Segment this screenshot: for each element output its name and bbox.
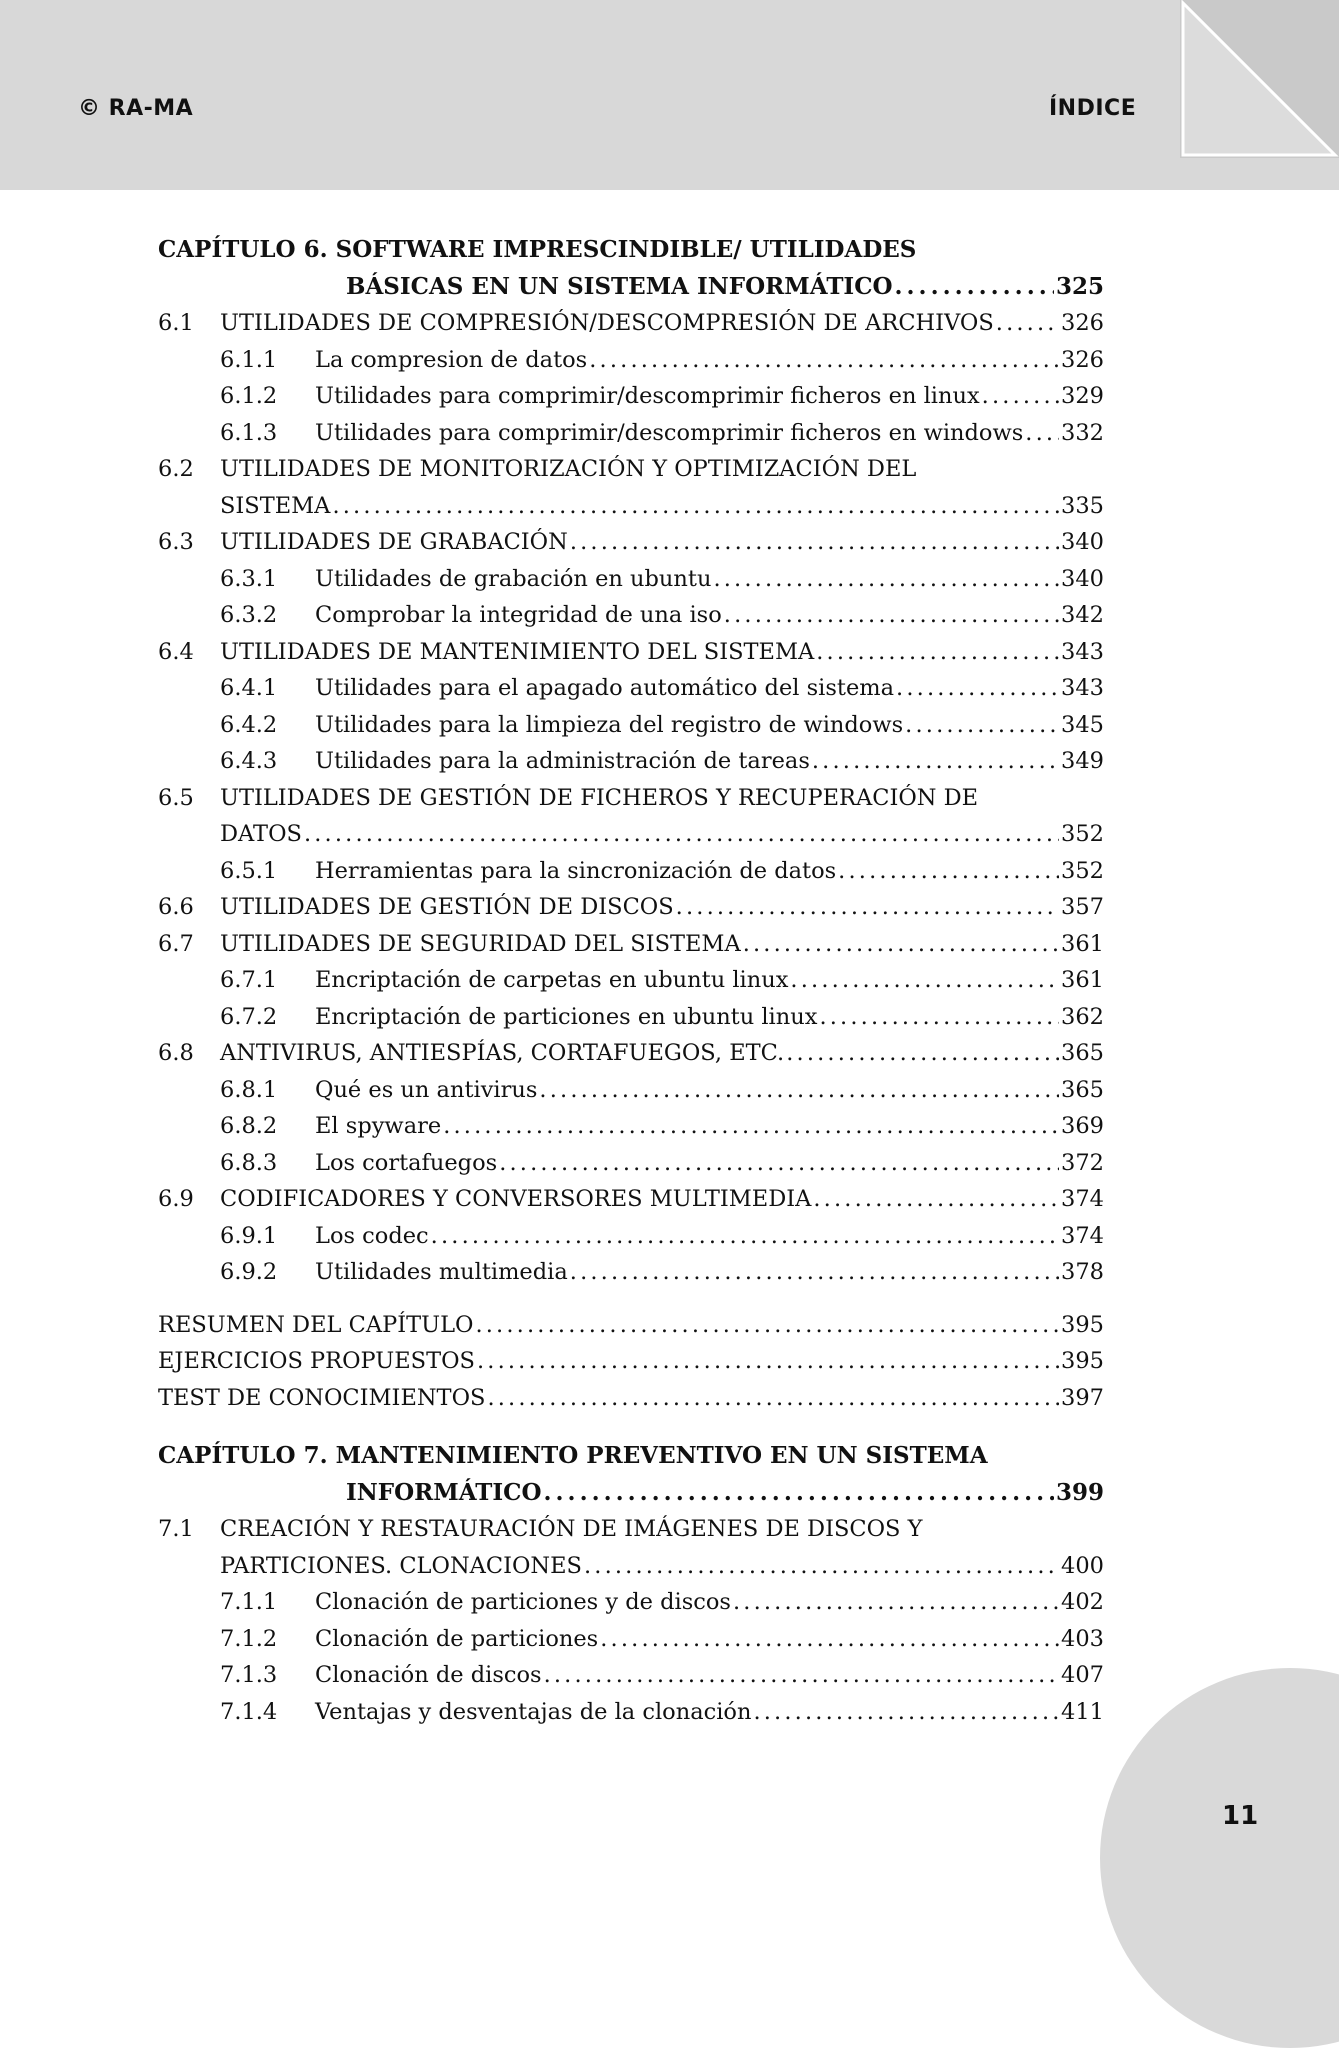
toc-entry[interactable] (158, 451, 1104, 488)
page-number-circle (1100, 1668, 1339, 2048)
header-band (0, 0, 1339, 190)
dot-leader (743, 926, 1059, 963)
toc-entry[interactable] (158, 1181, 1104, 1218)
entry-title: Clonación de particiones (315, 1625, 599, 1652)
entry-number: 6.3 (158, 529, 194, 555)
entry-title: Utilidades para la administración de tareas (315, 748, 810, 774)
page-ref: 345 (1061, 711, 1104, 738)
page-ref: 361 (1061, 967, 1104, 993)
toc-entry[interactable] (158, 926, 1104, 963)
entry-number: 6.4.1 (220, 675, 278, 701)
dot-leader (487, 1380, 1059, 1417)
entry-title: UTILIDADES DE GESTIÓN DE FICHEROS Y RECUPERACIÓN DE (220, 784, 979, 811)
entry-number: 6.3.1 (220, 565, 278, 592)
page-ref: 400 (1061, 1552, 1104, 1579)
dot-leader (733, 1584, 1059, 1621)
chapter-heading[interactable] (158, 1438, 1104, 1475)
dot-leader (477, 1343, 1059, 1380)
entry-number: 6.4.2 (220, 711, 278, 738)
toc-entry[interactable] (158, 707, 1104, 744)
toc-entry[interactable] (158, 1694, 1104, 1731)
page-ref: 329 (1061, 383, 1104, 409)
dot-leader (790, 962, 1059, 999)
page-ref: 395 (1061, 1348, 1104, 1374)
toc-entry[interactable] (158, 1511, 1104, 1548)
toc-entry[interactable] (158, 889, 1104, 926)
toc-entry[interactable] (158, 1218, 1104, 1255)
toc-entry[interactable] (158, 999, 1104, 1036)
dot-leader (544, 1657, 1059, 1694)
toc-entry[interactable] (158, 1254, 1104, 1291)
dot-leader (812, 743, 1059, 780)
dot-leader (499, 1145, 1059, 1182)
entry-title: Clonación de particiones y de discos (315, 1589, 731, 1615)
page-number: 11 (1222, 1801, 1259, 1831)
dot-leader (570, 524, 1059, 561)
dot-leader (1025, 415, 1059, 452)
dot-leader (753, 1694, 1059, 1731)
toc-entry[interactable] (158, 962, 1104, 999)
entry-number: 6.5.1 (220, 857, 278, 884)
entry-number: 6.9.2 (220, 1259, 278, 1285)
page-ref: 352 (1061, 857, 1104, 884)
page-ref: 335 (1061, 492, 1104, 519)
toc-entry[interactable] (158, 561, 1104, 598)
entry-title: UTILIDADES DE MANTENIMIENTO DEL SISTEMA (220, 638, 815, 665)
page-ref: 326 (1061, 310, 1104, 336)
entry-number: 6.8.2 (220, 1113, 278, 1139)
toc-entry-cont[interactable] (158, 488, 1104, 525)
dot-leader (570, 1254, 1059, 1291)
entry-number: 7.1.3 (220, 1662, 278, 1688)
page-ref: 402 (1061, 1589, 1104, 1615)
table-of-contents (158, 232, 1104, 1730)
entry-number: 6.5 (158, 784, 194, 811)
entry-title: UTILIDADES DE SEGURIDAD DEL SISTEMA (220, 930, 741, 957)
toc-entry[interactable] (158, 378, 1104, 415)
entry-number: 7.1.4 (220, 1698, 278, 1725)
entry-title: Utilidades multimedia (315, 1259, 568, 1285)
dot-leader (332, 488, 1059, 525)
page-corner-fold (1180, 0, 1339, 158)
page-ref: 378 (1061, 1259, 1104, 1285)
page-ref: 357 (1061, 894, 1104, 920)
toc-summary-entry[interactable] (158, 1343, 1104, 1380)
dot-leader (431, 1218, 1059, 1255)
entry-number: 6.3.2 (220, 602, 278, 628)
entry-number: 6.8.3 (220, 1149, 278, 1176)
entry-number: 6.8.1 (220, 1076, 278, 1103)
dot-leader (816, 634, 1059, 671)
toc-entry[interactable] (158, 1657, 1104, 1694)
toc-entry[interactable] (158, 1145, 1104, 1182)
dot-leader (584, 1548, 1059, 1585)
entry-title: EJERCICIOS PROPUESTOS (158, 1348, 475, 1374)
toc-entry[interactable] (158, 1621, 1104, 1658)
dot-leader (724, 597, 1059, 634)
toc-entry[interactable] (158, 305, 1104, 342)
entry-number: 6.9.1 (220, 1222, 278, 1249)
entry-number: 6.7 (158, 930, 194, 957)
page-ref: 340 (1061, 529, 1104, 555)
dot-leader (304, 816, 1059, 853)
entry-title: La compresion de datos (315, 346, 588, 373)
entry-number: 6.2 (158, 456, 194, 482)
page-ref: 332 (1061, 419, 1104, 446)
entry-number: 6.1.2 (220, 383, 278, 409)
toc-entry[interactable] (158, 780, 1104, 817)
entry-title: CODIFICADORES Y CONVERSORES MULTIMEDIA (220, 1186, 812, 1212)
toc-entry[interactable] (158, 342, 1104, 379)
toc-entry[interactable] (158, 1584, 1104, 1621)
page-ref: 362 (1061, 1003, 1104, 1030)
entry-title: Herramientas para la sincronización de datos (315, 857, 837, 884)
toc-summary-entry[interactable] (158, 1307, 1104, 1344)
dot-leader (819, 999, 1059, 1036)
entry-number: 6.7.1 (220, 967, 278, 993)
publisher-label: © RA-MA (78, 96, 194, 121)
entry-number: 6.9 (158, 1186, 194, 1212)
page-ref: 361 (1061, 930, 1104, 957)
entry-title: UTILIDADES DE MONITORIZACIÓN Y OPTIMIZACIÓN DEL (220, 456, 917, 482)
page-ref: 372 (1061, 1149, 1104, 1176)
dot-leader (443, 1108, 1059, 1145)
entry-title-cont: SISTEMA (220, 492, 331, 519)
toc-entry[interactable] (158, 415, 1104, 452)
page-ref: 397 (1061, 1384, 1104, 1411)
entry-number: 6.4 (158, 638, 194, 665)
entry-title: Utilidades para comprimir/descomprimir ficheros en windows (315, 419, 1024, 446)
entry-title: UTILIDADES DE COMPRESIÓN/DESCOMPRESIÓN DE ARCHIVOS (220, 310, 994, 336)
entry-number: 6.4.3 (220, 748, 278, 774)
toc-entry-cont[interactable] (158, 816, 1104, 853)
entry-title: UTILIDADES DE GRABACIÓN (220, 529, 568, 555)
section-title: ÍNDICE (1049, 96, 1137, 121)
entry-title: Los codec (315, 1222, 429, 1249)
entry-title: CREACIÓN Y RESTAURACIÓN DE IMÁGENES DE DISCOS Y (220, 1516, 923, 1542)
chapter-heading[interactable] (158, 232, 1104, 269)
chapter-title-line2: BÁSICAS EN UN SISTEMA INFORMÁTICO (346, 272, 893, 300)
entry-title: Clonación de discos (315, 1662, 542, 1688)
chapter-title-line1: CAPÍTULO 7. MANTENIMIENTO PREVENTIVO EN UN SISTEMA (158, 1442, 988, 1469)
toc-entry-cont[interactable] (158, 1548, 1104, 1585)
page-ref: 343 (1061, 675, 1104, 701)
page-ref: 365 (1061, 1040, 1104, 1066)
toc-entry[interactable] (158, 743, 1104, 780)
page-ref: 342 (1061, 602, 1104, 628)
page-ref: 411 (1061, 1698, 1104, 1725)
dot-leader (544, 1475, 1054, 1512)
entry-title: Comprobar la integridad de una iso (315, 602, 722, 628)
dot-leader (813, 1181, 1059, 1218)
dot-leader (475, 1307, 1059, 1344)
page-ref: 407 (1061, 1662, 1104, 1688)
entry-title: Utilidades para comprimir/descomprimir ficheros en linux (315, 383, 980, 409)
toc-entry[interactable] (158, 634, 1104, 671)
entry-number: 6.6 (158, 894, 194, 920)
dot-leader (895, 269, 1054, 306)
entry-title: Ventajas y desventajas de la clonación (315, 1698, 752, 1725)
entry-number: 6.1.3 (220, 419, 278, 446)
toc-entry[interactable] (158, 524, 1104, 561)
toc-entry[interactable] (158, 1072, 1104, 1109)
page-ref: 352 (1061, 821, 1104, 847)
entry-title: Qué es un antivirus (315, 1076, 538, 1103)
entry-title: Utilidades para la limpieza del registro de windows (315, 711, 904, 738)
dot-leader (539, 1072, 1059, 1109)
dot-leader (996, 305, 1059, 342)
toc-entry[interactable] (158, 1108, 1104, 1145)
toc-entry[interactable] (158, 853, 1104, 890)
dot-leader (905, 707, 1059, 744)
toc-entry[interactable] (158, 670, 1104, 707)
dot-leader (982, 378, 1059, 415)
entry-title: TEST DE CONOCIMIENTOS (158, 1384, 486, 1411)
entry-title: Encriptación de particiones en ubuntu linux (315, 1003, 818, 1030)
entry-number: 7.1.2 (220, 1625, 278, 1652)
dot-leader (676, 889, 1059, 926)
entry-number: 7.1.1 (220, 1589, 278, 1615)
page-ref: 349 (1061, 748, 1104, 774)
entry-title-cont: DATOS (220, 821, 302, 847)
page-ref: 395 (1061, 1311, 1104, 1338)
entry-title: Los cortafuegos (315, 1149, 498, 1176)
entry-number: 6.1.1 (220, 346, 278, 373)
page-ref: 325 (1055, 272, 1104, 300)
page-ref: 343 (1061, 638, 1104, 665)
entry-title: Utilidades de grabación en ubuntu (315, 565, 712, 592)
dot-leader (896, 670, 1059, 707)
toc-entry[interactable] (158, 597, 1104, 634)
entry-number: 6.8 (158, 1040, 194, 1066)
dot-leader (838, 853, 1059, 890)
chapter-title-line2: INFORMÁTICO (346, 1478, 542, 1506)
toc-summary-entry[interactable] (158, 1380, 1104, 1417)
entry-title: ANTIVIRUS, ANTIESPÍAS, CORTAFUEGOS, ETC. (220, 1040, 785, 1066)
chapter-heading-cont[interactable] (158, 1475, 1104, 1512)
dot-leader (600, 1621, 1059, 1658)
page-ref: 403 (1061, 1625, 1104, 1652)
entry-title: Encriptación de carpetas en ubuntu linux (315, 967, 789, 993)
dot-leader (786, 1035, 1059, 1072)
entry-title: RESUMEN DEL CAPÍTULO (158, 1311, 474, 1338)
page-ref: 374 (1061, 1186, 1104, 1212)
entry-number: 6.1 (158, 310, 194, 336)
dot-leader (713, 561, 1059, 598)
entry-title-cont: PARTICIONES. CLONACIONES (220, 1552, 582, 1579)
dot-leader (589, 342, 1059, 379)
page-ref: 374 (1061, 1222, 1104, 1249)
page-ref: 326 (1061, 346, 1104, 373)
toc-entry[interactable] (158, 1035, 1104, 1072)
page-ref: 369 (1061, 1113, 1104, 1139)
page-ref: 365 (1061, 1076, 1104, 1103)
entry-title: El spyware (315, 1113, 442, 1139)
entry-number: 6.7.2 (220, 1003, 278, 1030)
entry-number: 7.1 (158, 1516, 194, 1542)
page-ref: 340 (1061, 565, 1104, 592)
chapter-heading-cont[interactable] (158, 269, 1104, 306)
entry-title: Utilidades para el apagado automático del sistema (315, 675, 895, 701)
entry-title: UTILIDADES DE GESTIÓN DE DISCOS (220, 894, 674, 920)
chapter-title-line1: CAPÍTULO 6. SOFTWARE IMPRESCINDIBLE/ UTILIDADES (158, 236, 917, 263)
page-ref: 399 (1055, 1478, 1104, 1506)
